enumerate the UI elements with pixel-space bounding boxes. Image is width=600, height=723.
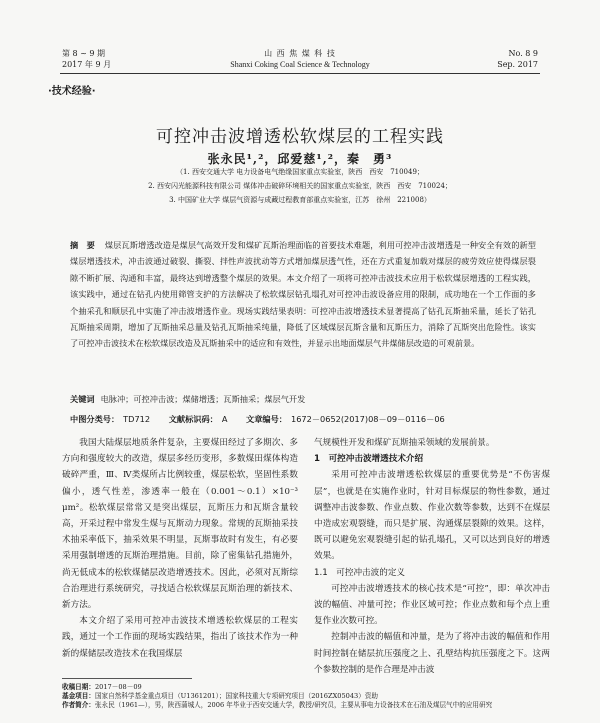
keywords-label: 关键词 bbox=[70, 394, 95, 404]
affiliation-2: 2. 西安闪光能源科技有限公司 煤体冲击破碎环境相关的国家重点实验室，陕西 西安 710024； bbox=[148, 182, 452, 190]
section-heading-1: 1 可控冲击波增透技术介绍 bbox=[314, 454, 424, 465]
body-column-left bbox=[62, 435, 298, 662]
section-tag: ·技术经验· bbox=[48, 86, 96, 97]
keywords-text: 电脉冲；可控冲击波；煤储增透；瓦斯抽采；煤层气开发 bbox=[100, 394, 306, 404]
paragraph: 控制冲击波的幅值和冲量，是为了将冲击波的幅值和作用时间控制在储层抗压强度之上、孔壁结构抗压强度之下。这两个参数控制的是作合理是冲击波 bbox=[314, 632, 550, 675]
page-title: 可控冲击波增透松软煤层的工程实践 bbox=[156, 127, 444, 147]
clc-label: 中图分类号： bbox=[70, 414, 120, 424]
authors: 张永民¹,²，邱爱慈¹,²，秦 勇³ bbox=[207, 152, 393, 166]
clc-value: TD712 bbox=[123, 414, 151, 424]
header-left-issue: 第 8 ~ 9 期 bbox=[62, 49, 106, 58]
paragraph: 采用可控冲击波增透松软煤层的重要优势是“不伤害煤层”，也就是在实施作业时，针对目标煤层的物性参数，通过调整冲击波参数、作业点数、作业次数等参数，达到不在煤层中造成宏观裂缝，而只是扩展、沟通煤层裂隙的效果。这样，既可以避免宏观裂缝引起的钻孔塌孔，又可以达到良好的增透效果。 bbox=[314, 470, 550, 562]
paragraph: 气规模性开发和煤矿瓦斯抽采领域的发展前景。 bbox=[314, 438, 495, 448]
footnote-label: 基金项目： bbox=[62, 691, 95, 700]
abstract-text: 煤层瓦斯增透改造是煤层气高效开发和煤矿瓦斯治理面临的首要技术难题，利用可控冲击波增透是一种安全有效的新型煤层增透技术，冲击波通过破裂、撕裂、拌性声波扰动等方式增加煤层透气性，还在方式重复加载对煤层的疲劳效应使得煤层裂隙不断扩展、沟通和丰富，最终达到增透整个煤层的效果。本文介绍了一项将可控冲击波技术应用于松软煤层增透的工程实践，该实践中，通过在钻孔内使用筛管支护的方法解决了松软煤层钻孔塌孔对可控冲击波设备应用的限制，成功地在一个工作面的多个抽采孔和顺层孔中实施了冲击波增透作业。现场实践结果表明：可控冲击波增透技术显著提高了钻孔瓦斯抽采量，延长了钻孔瓦斯抽采周期，增加了瓦斯抽采总量及钻孔瓦斯抽采纯量，降低了区域煤层瓦斯含量和瓦斯压力，消除了瓦斯突出危险性。该实了可控冲击波技术在松软煤层改造及瓦斯抽采中的适应和有效性，并显示出地面煤层气井煤储层改造的可观前景。 bbox=[70, 240, 536, 349]
footnote-rule bbox=[62, 678, 192, 679]
journal-name-en: Shanxi Coking Coal Science & Technology bbox=[230, 60, 370, 69]
paragraph: 可控冲击波增透技术的核心技术是“可控”，即：单次冲击波的幅值、冲量可控；作业区域可控；作业点数和每个点上重复作业次数可控。 bbox=[314, 583, 550, 627]
footnote-label: 作者简介： bbox=[62, 700, 95, 709]
article-id-label: 文章编号： bbox=[246, 414, 287, 424]
footnote-text: 国家自然科学基金重点项目（U1361201）；国家科技重大专项研究项目（2016ZX05043）资助 bbox=[94, 691, 379, 700]
header-left-date: 2017 年 9 月 bbox=[62, 60, 112, 69]
footnote-received bbox=[62, 683, 562, 692]
paragraph: 我国大陆煤层地质条件复杂，主要煤田经过了多期次、多方向和强度较大的改造，煤层多经历变形，多数煤田煤体构造破碎严重，Ⅲ、Ⅳ类煤所占比例较重，煤层松软，坚固性系数偏小，透气性差，渗透率一般在（0.001～0.1）×10⁻³ μm²。松软煤层常常又是突出煤层，瓦斯压力和瓦斯含量较高，开采过程中常发生煤与瓦斯动力现象。常规的瓦斯抽采技术抽采率低下，抽采效果不明显，瓦斯事故时有发生，有必要采用强制增透的瓦斯治理措施。目前，除了密集钻孔措施外，尚无低成本的松软煤储层改造增透技术。因此，必须对瓦斯综合治理进行系统研究，寻找适合松软煤层瓦斯治理的新技术、新方法。 bbox=[62, 438, 298, 611]
affiliation-1: （1. 西安交通大学 电力设备电气绝缘国家重点实验室，陕西 西安 710049； bbox=[176, 168, 424, 176]
header-right-date: Sep. 2017 bbox=[497, 60, 538, 69]
doc-code-label: 文献标识码： bbox=[168, 414, 218, 424]
section-heading-1-1: 1.1 可控冲击波的定义 bbox=[314, 567, 406, 578]
footnote-author bbox=[62, 701, 562, 710]
header-issue-right bbox=[497, 48, 538, 70]
keywords bbox=[70, 393, 536, 405]
paragraph: 本文介绍了采用可控冲击波技术增透松软煤层的工程实践，通过一个工作面的现场实践结果，指出了该技术作为一种新的煤储层改造技术在我国煤层 bbox=[62, 616, 298, 659]
header-right-issue: No. 8 9 bbox=[508, 49, 538, 58]
footnote-text: 张永民（1961—），男，陕西蒲城人，2006 年毕业于西安交通大学，教授/研究员，主要从事电力设备技术在石油及煤层气中的应用研究 bbox=[94, 700, 493, 709]
footnote-text: 2017－08－09 bbox=[94, 683, 142, 691]
abstract bbox=[70, 237, 536, 352]
classification-line bbox=[70, 413, 550, 425]
footnote-funding bbox=[62, 692, 562, 701]
journal-name-cn: 山 西 焦 煤 科 技 bbox=[264, 49, 336, 58]
body-column-right bbox=[314, 435, 550, 678]
footnote-label: 收稿日期： bbox=[62, 683, 95, 691]
header-rule bbox=[60, 73, 540, 74]
abstract-label: 摘 要 bbox=[70, 240, 95, 250]
article-id-value: 1672－0652(2017)08－09－0116－06 bbox=[291, 414, 445, 424]
affiliation-3: 3. 中国矿业大学 煤层气资源与成藏过程教育部重点实验室，江苏 徐州 221008） bbox=[169, 196, 431, 204]
footnotes bbox=[62, 683, 562, 709]
doc-code-value: A bbox=[221, 414, 228, 424]
